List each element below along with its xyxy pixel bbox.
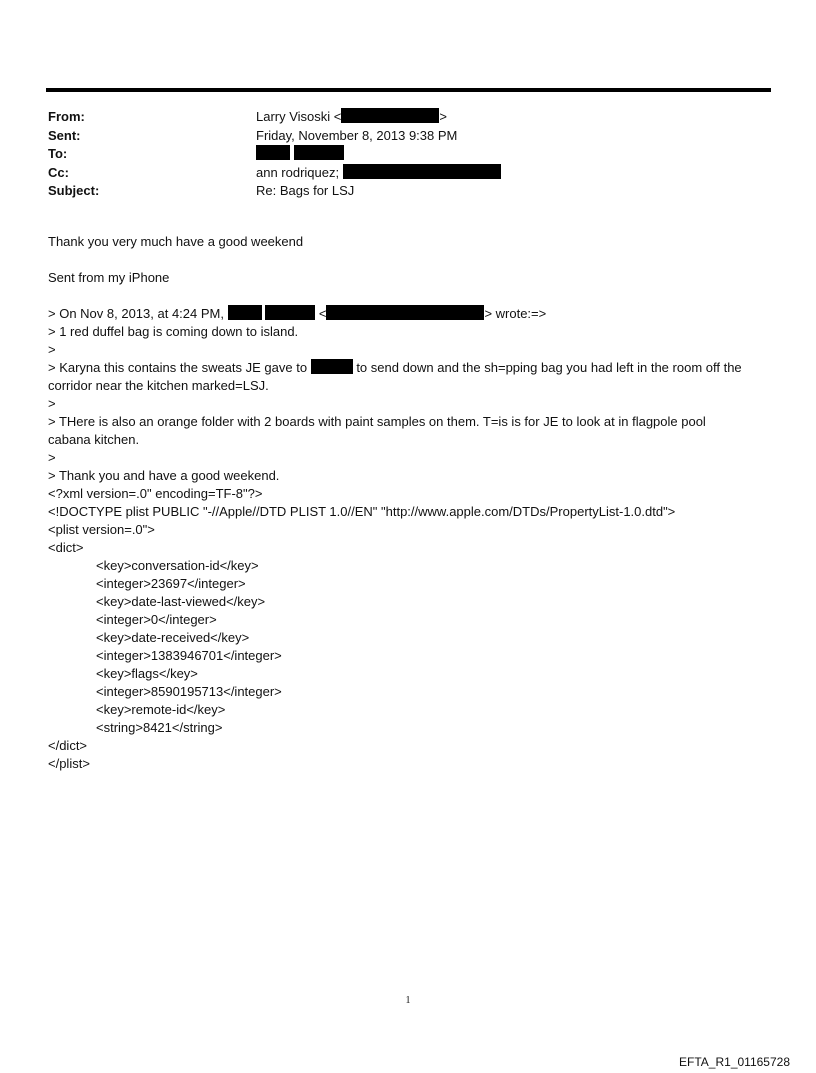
from-value xyxy=(256,108,447,127)
page-number: 1 xyxy=(405,995,411,1006)
subject-value: Re: Bags for LSJ xyxy=(256,183,355,198)
cc-name: ann rodriquez; xyxy=(256,164,340,180)
plist-close-tag: </plist> xyxy=(48,756,90,771)
quote-intro-suffix: > wrote:=> xyxy=(484,306,547,321)
quote-line-2-suffix: to send down and the sh=pping bag you had left in the room off the xyxy=(356,360,742,375)
plist-entry: <key>remote-id</key> xyxy=(96,702,226,717)
quote-intro-lt: < xyxy=(318,306,327,321)
cc-label: Cc: xyxy=(48,164,69,180)
quote-line: > Thank you and have a good weekend. xyxy=(48,468,280,483)
signature-line: Sent from my iPhone xyxy=(48,270,170,285)
quote-intro-prefix: > On Nov 8, 2013, at 4:24 PM, xyxy=(48,306,224,321)
greeting-line: Thank you very much have a good weekend xyxy=(48,234,304,249)
sent-value: Friday, November 8, 2013 9:38 PM xyxy=(256,127,458,143)
plist-entry: <integer>23697</integer> xyxy=(96,576,246,591)
quote-line: > THere is also an orange folder with 2 boards with paint samples on them. T=is is for JE to look at in flagpole pool xyxy=(48,414,706,429)
from-name: Larry Visoski < xyxy=(256,109,342,124)
redaction-block xyxy=(311,359,353,374)
redaction-block xyxy=(326,305,484,320)
plist-xml-declaration: <?xml version=.0" encoding=TF-8"?> xyxy=(48,486,263,501)
to-label: To: xyxy=(48,146,68,161)
document-id: EFTA_R1_01165728 xyxy=(679,1055,790,1069)
redaction-block xyxy=(256,145,290,160)
quote-intro-line xyxy=(48,305,778,323)
from-label: From: xyxy=(48,109,85,124)
quote-blank-line: > xyxy=(48,342,56,357)
from-row xyxy=(48,108,768,127)
redaction-block xyxy=(265,305,315,320)
email-header xyxy=(48,108,768,201)
plist-entry: <string>8421</string> xyxy=(96,720,223,735)
cc-value xyxy=(256,164,501,183)
plist-entry: <key>date-last-viewed</key> xyxy=(96,594,266,609)
redaction-block xyxy=(294,145,344,160)
from-close: > xyxy=(439,109,447,124)
plist-entry: <key>date-received</key> xyxy=(96,630,250,645)
quote-line: corridor near the kitchen marked=LSJ. xyxy=(48,378,269,393)
quote-blank-line: > xyxy=(48,396,56,411)
quote-line xyxy=(48,359,778,377)
subject-row xyxy=(48,182,768,201)
plist-open-tag: <plist version=.0"> xyxy=(48,522,155,537)
quote-line: > 1 red duffel bag is coming down to island. xyxy=(48,324,299,339)
sent-label: Sent: xyxy=(48,127,81,143)
redaction-block xyxy=(341,108,439,123)
quote-line: cabana kitchen. xyxy=(48,432,140,447)
plist-entry: <integer>1383946701</integer> xyxy=(96,648,282,663)
to-row xyxy=(48,145,768,164)
plist-entry: <key>conversation-id</key> xyxy=(96,558,259,573)
subject-label: Subject: xyxy=(48,183,100,198)
plist-entry: <key>flags</key> xyxy=(96,666,198,681)
redaction-block xyxy=(343,164,501,179)
dict-open-tag: <dict> xyxy=(48,540,84,555)
cc-row xyxy=(48,164,768,183)
quote-line-2-prefix: > Karyna this contains the sweats JE gave to xyxy=(48,360,308,375)
to-value xyxy=(256,145,344,164)
plist-entry: <integer>8590195713</integer> xyxy=(96,684,282,699)
sent-row xyxy=(48,127,768,146)
plist-doctype: <!DOCTYPE plist PUBLIC "-//Apple//DTD PLIST 1.0//EN" "http://www.apple.com/DTDs/PropertyList-1.0.dtd"> xyxy=(48,504,676,519)
dict-close-tag: </dict> xyxy=(48,738,88,753)
plist-entry: <integer>0</integer> xyxy=(96,612,217,627)
email-body xyxy=(48,233,778,773)
header-divider-rule xyxy=(46,88,771,92)
redaction-block xyxy=(228,305,262,320)
quote-blank-line: > xyxy=(48,450,56,465)
